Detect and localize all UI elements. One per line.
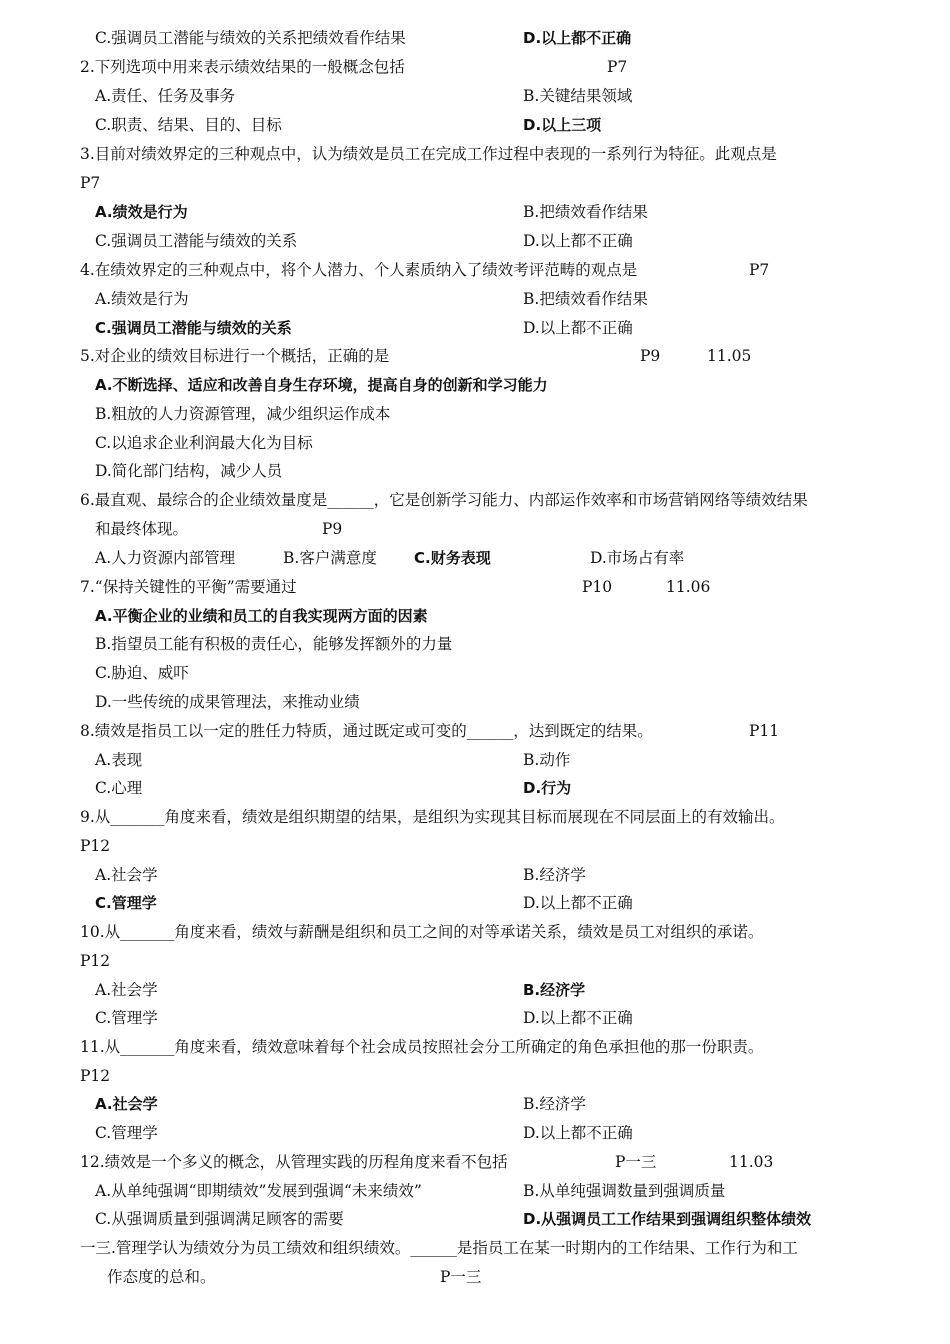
answer-text: A.平衡企业的业绩和员工的自我实现两方面的因素 xyxy=(95,607,428,625)
document-text-line: 和最终体现。 xyxy=(95,520,189,538)
answer-text: C.强调员工潜能与绩效的关系 xyxy=(95,319,292,337)
document-text-line: B.客户满意度 xyxy=(283,549,377,567)
document-text-line: P12 xyxy=(80,1067,111,1085)
answer-text: C.管理学 xyxy=(95,894,157,912)
document-text-line: C.职责、结果、目的、目标 xyxy=(95,116,282,134)
document-text-line: B.把绩效看作结果 xyxy=(523,203,648,221)
document-text-line: 4.在绩效界定的三种观点中，将个人潜力、个人素质纳入了绩效考评范畴的观点是 xyxy=(80,261,638,279)
document-text-line: P9 xyxy=(322,520,343,538)
answer-text: D.以上三项 xyxy=(523,116,602,134)
document-text-line: D.以上都不正确 xyxy=(523,232,633,250)
answer-text: A.不断选择、适应和改善自身生存环境，提高自身的创新和学习能力 xyxy=(95,376,548,394)
document-text-line: 8.绩效是指员工以一定的胜任力特质，通过既定或可变的______，达到既定的结果。 xyxy=(80,722,653,740)
document-text-line: A.责任、任务及事务 xyxy=(95,87,236,105)
document-text-line: 11.05 xyxy=(707,347,752,365)
document-text-line: P10 xyxy=(582,578,613,596)
document-text-line: A.社会学 xyxy=(95,866,158,884)
document-text-line: D.市场占有率 xyxy=(590,549,685,567)
document-text-line: P一三 xyxy=(615,1153,657,1171)
document-text-line: C.从强调质量到强调满足顾客的需要 xyxy=(95,1210,344,1228)
document-text-line: 3.目前对绩效界定的三种观点中，认为绩效是员工在完成工作过程中表现的一系列行为特征。此观点是 xyxy=(80,145,777,163)
document-text-line: D.以上都不正确 xyxy=(523,894,633,912)
document-text-line: B.关键结果领域 xyxy=(523,87,633,105)
answer-text: A.社会学 xyxy=(95,1095,158,1113)
document-text-line: 2.下列选项中用来表示绩效结果的一般概念包括 xyxy=(80,58,405,76)
document-text-line: A.从单纯强调“即期绩效”发展到强调“未来绩效” xyxy=(95,1182,422,1200)
document-text-line: B.从单纯强调数量到强调质量 xyxy=(523,1182,726,1200)
document-text-line: A.绩效是行为 xyxy=(95,290,189,308)
document-text-line: B.经济学 xyxy=(523,1095,586,1113)
answer-text: C.财务表现 xyxy=(414,549,491,567)
document-text-line: 12.绩效是一个多义的概念，从管理实践的历程角度来看不包括 xyxy=(80,1153,508,1171)
document-text-line: D.以上都不正确 xyxy=(523,319,633,337)
document-text-line: C.强调员工潜能与绩效的关系把绩效看作结果 xyxy=(95,29,406,47)
document-text-line: 7.“保持关键性的平衡”需要通过 xyxy=(80,578,297,596)
document-text-line: 11.从_______角度来看，绩效意味着每个社会成员按照社会分工所确定的角色承担他的那一份职责。 xyxy=(80,1038,764,1056)
document-text-line: 6.最直观、最综合的企业绩效量度是______，它是创新学习能力、内部运作效率和市场营销网络等绩效结果 xyxy=(80,491,808,509)
document-text-line: P一三 xyxy=(440,1268,482,1286)
document-text-line: C.胁迫、威吓 xyxy=(95,664,189,682)
document-text-line: 5.对企业的绩效目标进行一个概括，正确的是 xyxy=(80,347,390,365)
document-text-line: C.管理学 xyxy=(95,1009,158,1027)
document-text-line: 作态度的总和。 xyxy=(107,1268,216,1286)
document-text-line: 9.从_______角度来看，绩效是组织期望的结果，是组织为实现其目标而展现在不同层面上的有效输出。 xyxy=(80,808,785,826)
answer-text: D.从强调员工工作结果到强调组织整体绩效 xyxy=(523,1210,812,1228)
document-text-line: B.指望员工能有积极的责任心，能够发挥额外的力量 xyxy=(95,635,453,653)
document-text-line: D.以上都不正确 xyxy=(523,1124,633,1142)
document-text-line: P7 xyxy=(607,58,628,76)
document-text-line: C.心理 xyxy=(95,779,143,797)
document-text-line: D.以上都不正确 xyxy=(523,1009,633,1027)
document-text-line: 11.06 xyxy=(666,578,711,596)
document-text-line: C.管理学 xyxy=(95,1124,158,1142)
document-text-line: B.经济学 xyxy=(523,866,586,884)
document-text-line: P7 xyxy=(80,174,101,192)
document-text-line: 11.03 xyxy=(729,1153,774,1171)
document-text-line: C.强调员工潜能与绩效的关系 xyxy=(95,232,298,250)
document-text-line: D.一些传统的成果管理法，来推动业绩 xyxy=(95,693,360,711)
document-text-line: B.把绩效看作结果 xyxy=(523,290,648,308)
document-text-line: P12 xyxy=(80,952,111,970)
document-text-line: P9 xyxy=(640,347,661,365)
document-text-line: B.粗放的人力资源管理，减少组织运作成本 xyxy=(95,405,391,423)
document-text-line: A.人力资源内部管理 xyxy=(95,549,236,567)
answer-text: D.以上都不正确 xyxy=(523,29,632,47)
document-text-line: P12 xyxy=(80,837,111,855)
document-text-line: C.以追求企业利润最大化为目标 xyxy=(95,434,313,452)
document-text-line: B.动作 xyxy=(523,751,571,769)
document-text-line: D.简化部门结构，减少人员 xyxy=(95,462,283,480)
document-text-line: P11 xyxy=(749,722,780,740)
answer-text: A.绩效是行为 xyxy=(95,203,188,221)
document-text-line: A.社会学 xyxy=(95,981,158,999)
document-text-line: 一三.管理学认为绩效分为员工绩效和组织绩效。______是指员工在某一时期内的工作结果、工作行为和工 xyxy=(80,1239,798,1257)
document-text-line: A.表现 xyxy=(95,751,143,769)
answer-text: D.行为 xyxy=(523,779,572,797)
document-text-line: P7 xyxy=(749,261,770,279)
answer-text: B.经济学 xyxy=(523,981,586,999)
document-text-line: 10.从_______角度来看，绩效与薪酬是组织和员工之间的对等承诺关系，绩效是员工对组织的承诺。 xyxy=(80,923,764,941)
